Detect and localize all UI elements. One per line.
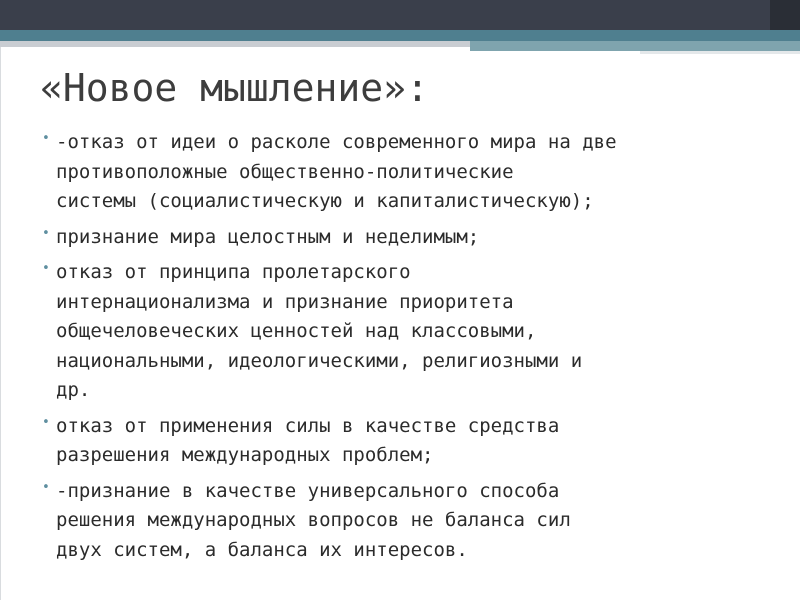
header-band-line xyxy=(640,51,800,54)
bullet-dot-icon: • xyxy=(42,414,50,430)
bullet-list xyxy=(40,128,790,571)
list-item xyxy=(40,223,790,253)
header-band-gray xyxy=(0,41,470,47)
list-item-text: отказ от применения силы в качестве средства разрешения международных проблем; xyxy=(56,414,560,466)
bullet-dot-icon: • xyxy=(42,261,50,276)
list-item xyxy=(40,412,790,471)
header-band-dark xyxy=(0,0,800,30)
list-item-text: отказ от принципа пролетарского интернационализма и признание приоритета общечеловеческих ценностей над классовыми, национальными, идеологическими, религиозными и др. xyxy=(56,261,583,401)
slide-title: «Новое мышление»: xyxy=(40,66,429,110)
list-item-text: -признание в качестве универсального способа решения международных вопросов не баланса сил двух систем, а баланса их интересов. xyxy=(56,479,571,561)
list-item xyxy=(40,258,790,406)
list-item xyxy=(40,128,790,217)
header-band-teal xyxy=(0,30,800,41)
header-band-teal-light xyxy=(470,41,800,51)
bullet-dot-icon: • xyxy=(42,131,50,146)
header-corner-accent xyxy=(770,0,800,30)
list-item-text: признание мира целостным и неделимым; xyxy=(56,225,480,248)
bullet-dot-icon: • xyxy=(42,225,50,241)
list-item-text: -отказ от идеи о расколе современного мира на две противоположные общественно-политические системы (социалистическую и капиталистическую); xyxy=(56,131,617,212)
slide-left-border xyxy=(0,47,1,600)
list-item xyxy=(40,477,790,566)
bullet-dot-icon: • xyxy=(42,479,50,495)
